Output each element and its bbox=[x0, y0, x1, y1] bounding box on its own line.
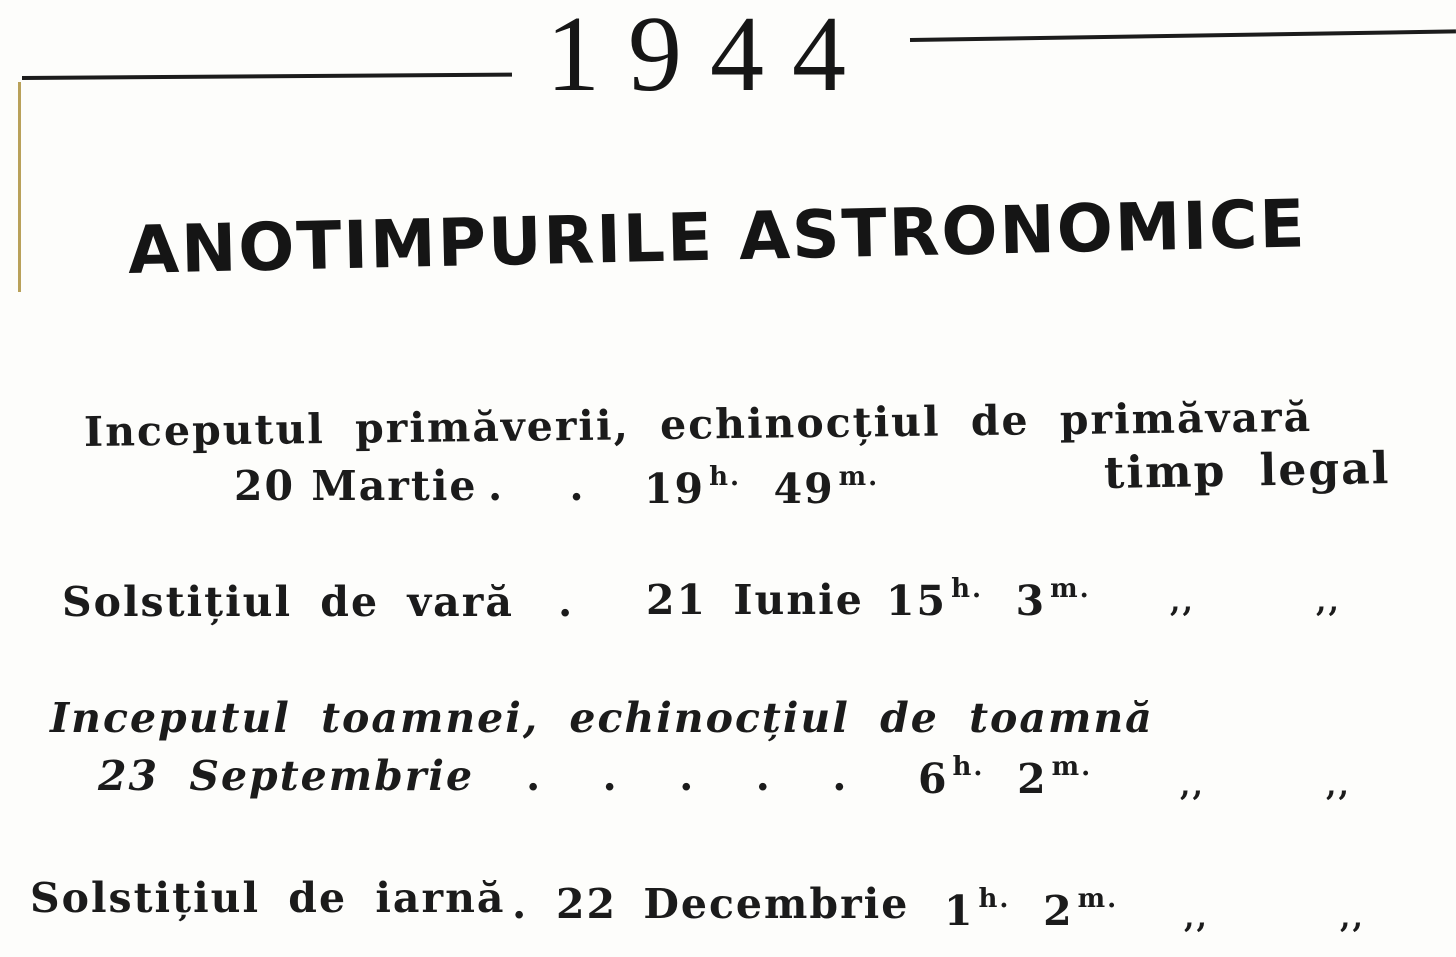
summer-date: 21 Iunie bbox=[646, 576, 864, 624]
spring-dots: . . bbox=[488, 462, 586, 510]
summer-ditto-1: ,, bbox=[1170, 584, 1195, 619]
winter-ditto-1: ,, bbox=[1184, 900, 1209, 935]
year-heading: 1944 bbox=[546, 0, 874, 114]
winter-minutes-unit: m. bbox=[1077, 884, 1119, 914]
autumn-ditto-2: ,, bbox=[1326, 768, 1351, 803]
winter-ditto-2: ,, bbox=[1340, 900, 1365, 935]
summer-minutes: 3 bbox=[1015, 577, 1047, 625]
winter-time bbox=[944, 884, 1118, 935]
spring-minutes: 49 bbox=[773, 465, 835, 513]
summer-time bbox=[886, 574, 1091, 625]
left-border-rule bbox=[18, 82, 21, 292]
winter-dots: . bbox=[512, 880, 529, 928]
autumn-dots: . . . . . bbox=[526, 752, 849, 800]
summer-heading: Solstițiul de vară bbox=[62, 578, 514, 626]
top-border-rule-left bbox=[22, 73, 512, 80]
autumn-hours: 6 bbox=[918, 755, 949, 803]
autumn-ditto-1: ,, bbox=[1180, 768, 1205, 803]
spring-hours: 19 bbox=[644, 465, 706, 513]
autumn-date: 23 Septembrie bbox=[98, 752, 475, 800]
autumn-time bbox=[918, 752, 1092, 803]
page-title: ANOTIMPURILE ASTRONOMICE bbox=[127, 185, 1308, 289]
top-border-rule-right bbox=[910, 29, 1456, 42]
time-type-label: timp legal bbox=[1103, 443, 1391, 499]
winter-heading: Solstițiul de iarnă bbox=[30, 874, 506, 922]
spring-time bbox=[644, 462, 879, 513]
autumn-minutes-unit: m. bbox=[1051, 752, 1093, 782]
summer-hours: 15 bbox=[886, 577, 948, 625]
summer-minutes-unit: m. bbox=[1050, 574, 1091, 604]
spring-heading: Inceputul primăverii, echinocțiul de primăvară bbox=[83, 392, 1313, 456]
winter-hours: 1 bbox=[944, 887, 975, 935]
spring-minutes-unit: m. bbox=[838, 462, 880, 492]
summer-ditto-2: ,, bbox=[1316, 584, 1341, 619]
spring-hours-unit: h. bbox=[709, 462, 742, 492]
autumn-hours-unit: h. bbox=[952, 752, 985, 782]
spring-date: 20 Martie bbox=[234, 462, 478, 510]
summer-hours-unit: h. bbox=[951, 574, 984, 604]
winter-hours-unit: h. bbox=[978, 884, 1011, 914]
autumn-heading: Inceputul toamnei, echinocțiul de toamnă bbox=[50, 694, 1154, 742]
autumn-minutes: 2 bbox=[1017, 755, 1048, 803]
winter-date: 22 Decembrie bbox=[556, 880, 910, 928]
winter-minutes: 2 bbox=[1043, 887, 1074, 935]
summer-dots: . bbox=[558, 578, 575, 626]
